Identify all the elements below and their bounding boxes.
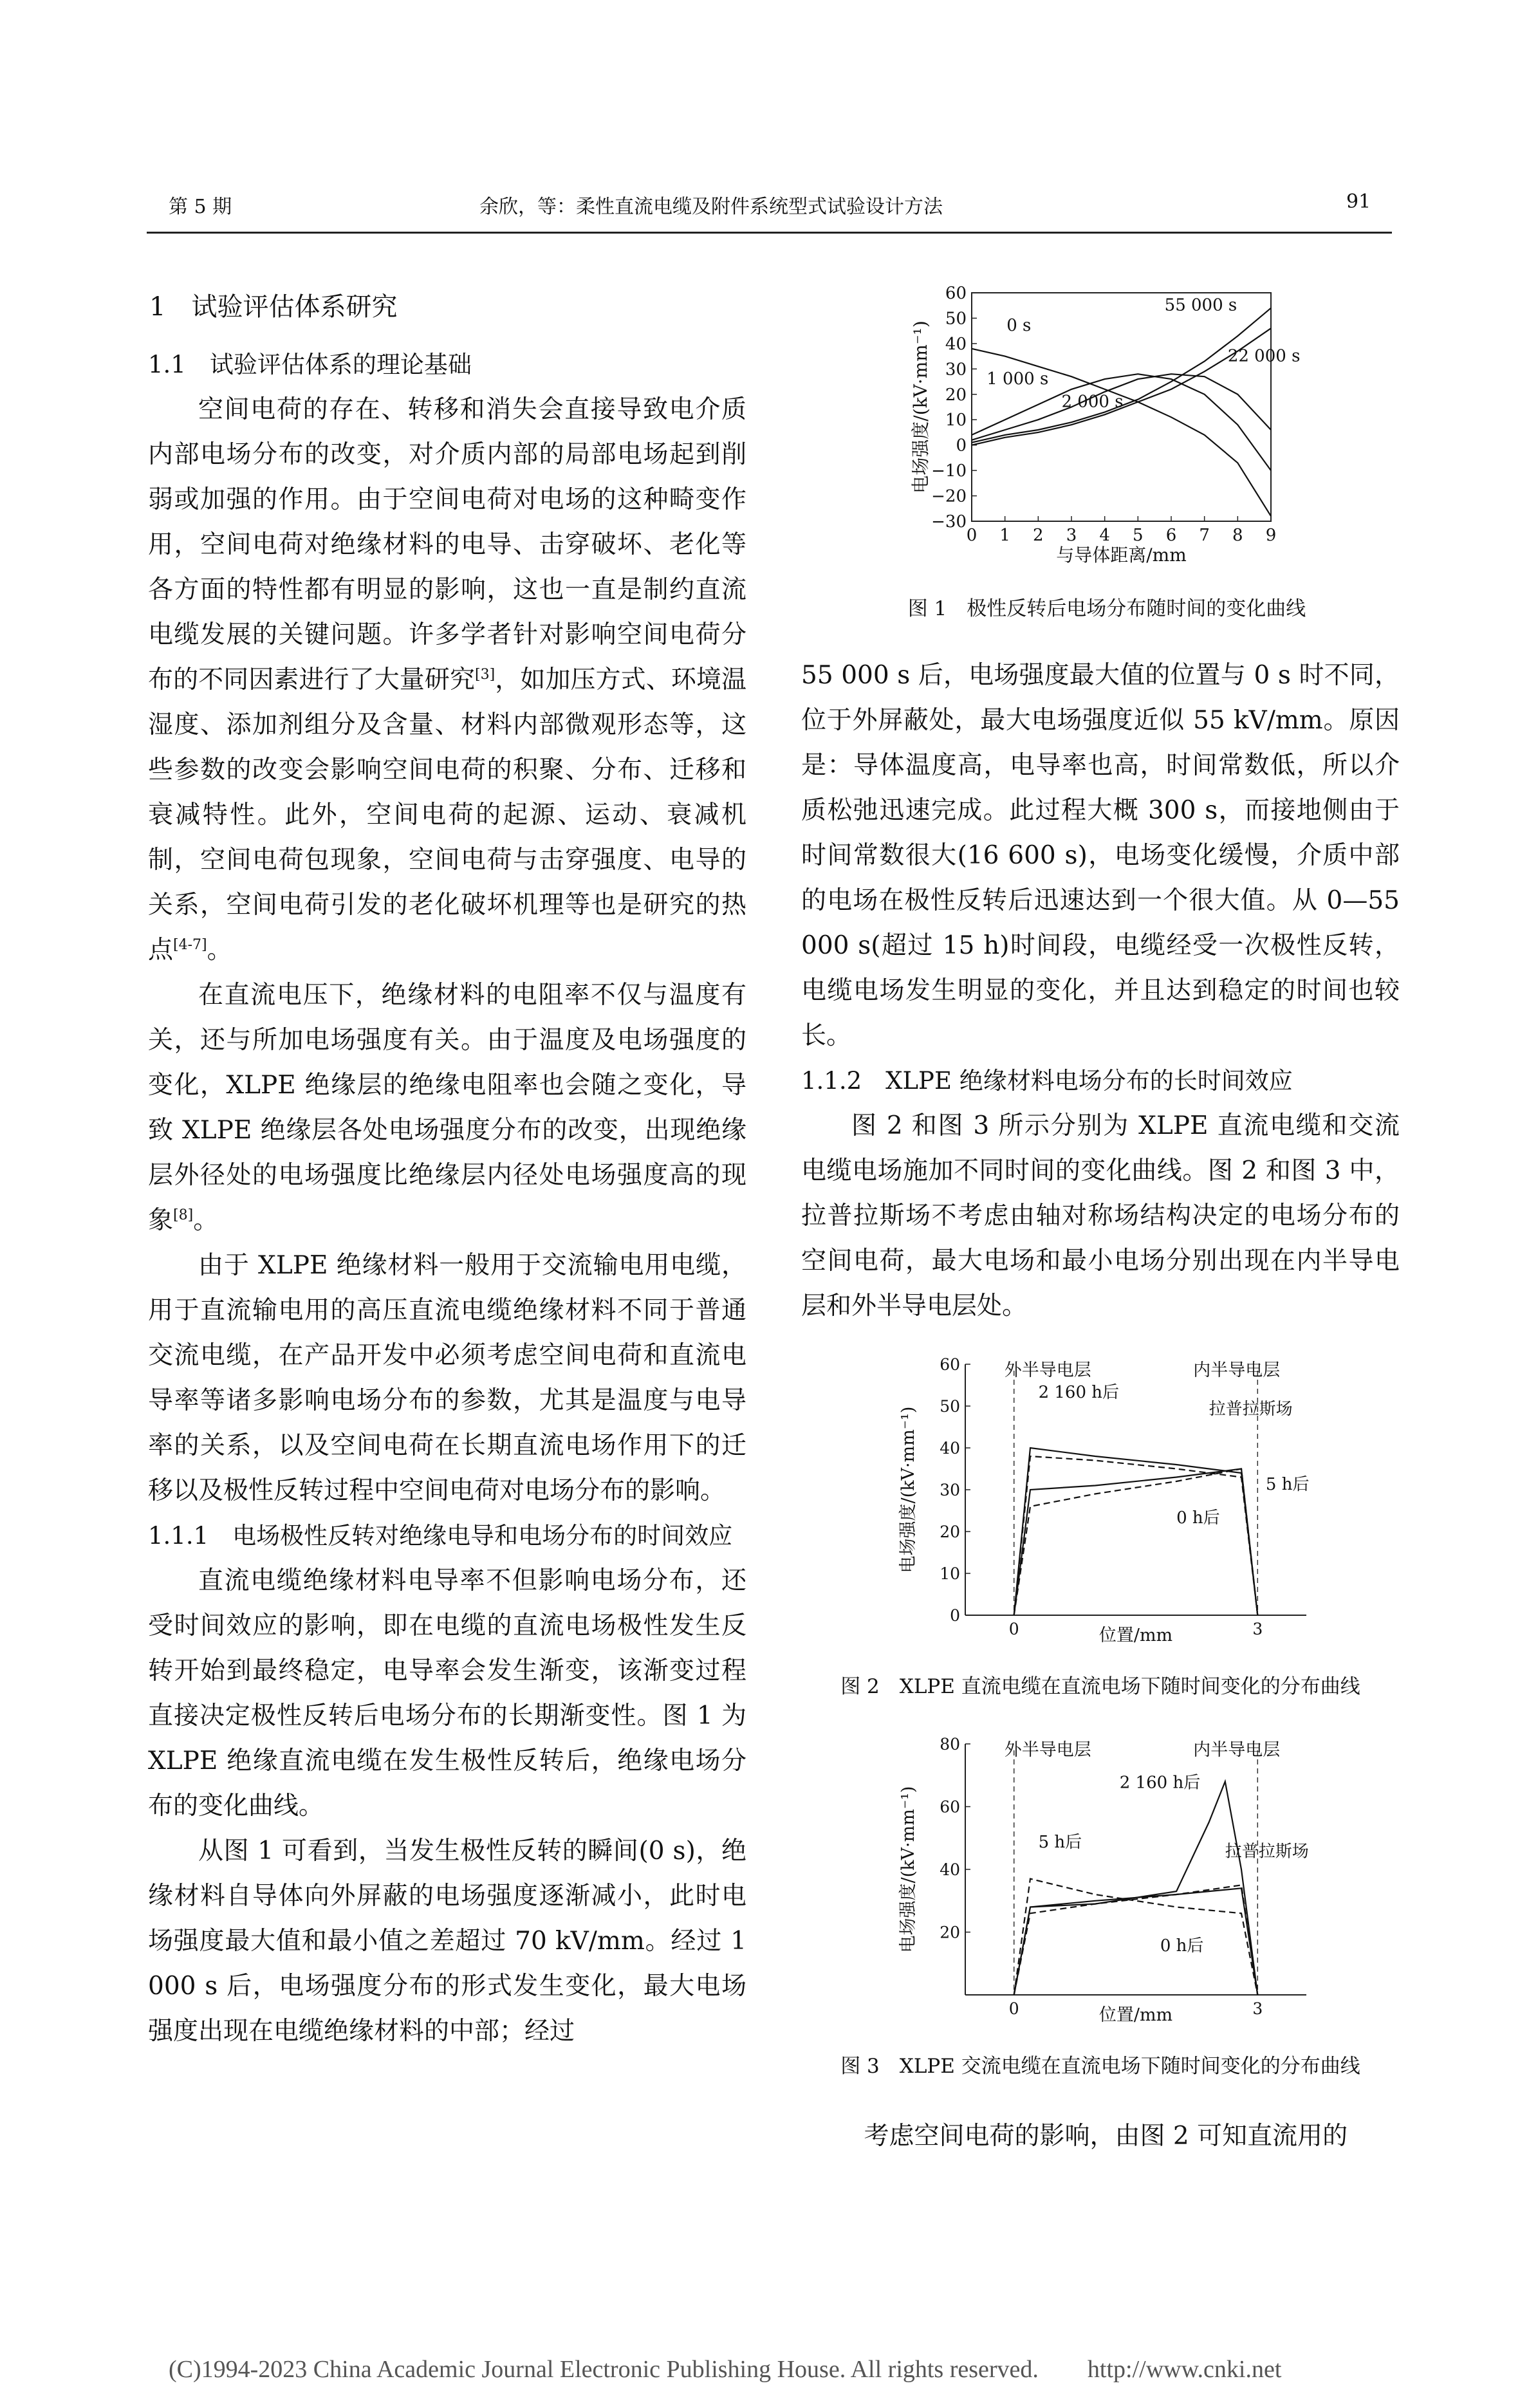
x-tick-label: 1 — [999, 526, 1010, 545]
right-column-lower — [801, 2114, 1400, 2159]
figure-1 — [901, 283, 1300, 586]
figure-2-caption: 图 2 XLPE 直流电缆在直流电场下随时间变化的分布曲线 — [840, 1675, 1360, 1698]
series-label: 22 000 s — [1227, 346, 1300, 366]
y-tick-label: 20 — [945, 385, 967, 405]
y-tick-label: 60 — [940, 1355, 960, 1374]
citation[interactable]: [4-7] — [173, 937, 207, 953]
y-axis-label: 电场强度/(kV·mm⁻¹) — [898, 1786, 918, 1953]
series-label: 2 160 h后 — [1038, 1383, 1120, 1402]
page-number: 91 — [1346, 190, 1371, 213]
figure-1-chart — [901, 283, 1300, 586]
series-line — [1014, 1469, 1258, 1616]
series-line — [1014, 1456, 1258, 1615]
series-label: 5 h后 — [1265, 1475, 1310, 1494]
paragraph: 由于 XLPE 绝缘材料一般用于交流输电用电缆，用于直流输电用的高压直流电缆绝缘材料不同于普通交流电缆，在产品开发中必须考虑空间电荷和直流电导率等诸多影响电场分布的参数，尤其是温度与电导率的关系，以及空间电荷在长期直流电场作用下的迁移以及极性反转过程中空间电荷对电场分布的影响。 — [148, 1251, 746, 1505]
copyright-footer: (C)1994-2023 China Academic Journal Electronic Publishing House. All rights reserved. http://www.cnki.net — [169, 2356, 1282, 2383]
y-tick-label: −20 — [931, 486, 967, 506]
x-axis-label: 位置/mm — [1098, 1625, 1173, 1645]
inner-layer-label: 内半导电层 — [1193, 1740, 1281, 1760]
citation[interactable]: [8] — [173, 1207, 194, 1223]
y-axis-label: 电场强度/(kV·mm⁻¹) — [910, 320, 931, 494]
y-tick-label: 60 — [945, 284, 967, 303]
x-tick-label: 3 — [1066, 526, 1077, 545]
figure-3-caption: 图 3 XLPE 交流电缆在直流电场下随时间变化的分布曲线 — [840, 2055, 1360, 2078]
y-axis-label: 电场强度/(kV·mm⁻¹) — [898, 1406, 918, 1573]
x-axis-label: 位置/mm — [1098, 2005, 1173, 2025]
series-line — [1014, 1879, 1258, 1995]
series-label: 0 h后 — [1160, 1936, 1204, 1956]
series-label: 拉普拉斯场 — [1225, 1842, 1309, 1862]
paragraph: 从图 1 可看到，当发生极性反转的瞬间(0 s)，绝缘材料自导体向外屏蔽的电场强度逐渐减小，此时电场强度最大值和最小值之差超过 70 kV/mm。经过 1 000 s 后，电场强度分布的形式发生变化，最大电场强度出现在电缆绝缘材料的中部；经过 — [148, 1837, 746, 2046]
y-tick-label: 50 — [940, 1397, 960, 1416]
series-line — [1014, 1782, 1258, 1996]
issue-number: 第 5 期 — [169, 196, 232, 218]
y-tick-label: 40 — [940, 1439, 960, 1458]
header-rule — [147, 232, 1392, 234]
citation[interactable]: [3] — [475, 667, 496, 683]
series-label: 0 h后 — [1176, 1508, 1220, 1528]
figure-3 — [882, 1731, 1332, 2040]
x-tick-label: 4 — [1099, 526, 1110, 545]
paragraph: 空间电荷的存在、转移和消失会直接导致电介质内部电场分布的改变，对介质内部的局部电场起到削弱或加强的作用。由于空间电荷对电场的这种畸变作用，空间电荷对绝缘材料的电导、击穿破坏、老化等各方面的特性都有明显的影响，这也一直是制约直流电缆发展的关键问题。许多学者针对影响空间电荷分布的不同因素进行了大量研究[3]，如加压方式、环境温湿度、添加剂组分及含量、材料内部微观形态等，这些参数的改变会影响空间电荷的积聚、分布、迁移和衰减特性。此外，空间电荷的起源、运动、衰减机制，空间电荷包现象，空间电荷与击穿强度、电导的关系，空间电荷引发的老化破坏机理等也是研究的热点[4-7]。 — [148, 395, 746, 965]
x-tick-label: 0 — [1008, 1999, 1019, 2018]
paragraph: 55 000 s 后，电场强度最大值的位置与 0 s 时不同，位于外屏蔽处，最大电场强度近似 55 kV/mm。原因是：导体温度高，电导率也高，时间常数低，所以介质松弛迅速完成。此过程大概 300 s，而接地侧由于时间常数很大(16 600 s)，电场变化缓慢，介质中部的电场在极性反转后迅速达到一个很大值。从 0—55 000 s(超过 15 h)时间段，电缆经受一次极性反转，电缆电场发生明显的变化，并且达到稳定的时间也较长。 — [801, 661, 1400, 1050]
y-tick-label: 20 — [940, 1523, 960, 1541]
figure-2 — [882, 1351, 1332, 1660]
figure-2-chart — [882, 1351, 1332, 1660]
y-tick-label: −30 — [931, 512, 967, 532]
paragraph: 直流电缆绝缘材料电导率不但影响电场分布，还受时间效应的影响，即在电缆的直流电场极性发生反转开始到最终稳定，电导率会发生渐变，该渐变过程直接决定极性反转后电场分布的长期渐变性。图 1 为 XLPE 绝缘直流电缆在发生极性反转后，绝缘电场分布的变化曲线。 — [148, 1566, 746, 1820]
series-label: 拉普拉斯场 — [1209, 1400, 1293, 1419]
x-tick-label: 6 — [1165, 526, 1177, 545]
x-tick-label: 9 — [1265, 526, 1277, 545]
paragraph: 考虑空间电荷的影响，由图 2 可知直流用的 — [864, 2122, 1348, 2151]
y-tick-label: 40 — [940, 1860, 960, 1879]
y-tick-label: 10 — [940, 1564, 960, 1583]
left-column — [148, 277, 746, 2054]
outer-layer-label: 外半导电层 — [1004, 1740, 1091, 1760]
right-column-upper — [801, 653, 1400, 1329]
x-tick-label: 8 — [1232, 526, 1243, 545]
subsection-heading: 1.1.1 电场极性反转对绝缘电导和电场分布的时间效应 — [148, 1522, 733, 1550]
x-tick-label: 3 — [1252, 1620, 1263, 1638]
y-tick-label: 20 — [940, 1923, 960, 1942]
x-tick-label: 7 — [1199, 526, 1210, 545]
y-tick-label: 30 — [945, 360, 967, 380]
x-tick-label: 3 — [1252, 1999, 1263, 2018]
series-label: 55 000 s — [1164, 295, 1237, 315]
outer-layer-label: 外半导电层 — [1004, 1360, 1091, 1380]
paragraph: 在直流电压下，绝缘材料的电阻率不仅与温度有关，还与所加电场强度有关。由于温度及电场强度的变化，XLPE 绝缘层的绝缘电阻率也会随之变化，导致 XLPE 绝缘层各处电场强度分布的改变，出现绝缘层外径处的电场强度比绝缘层内径处电场强度高的现象[8]。 — [148, 981, 746, 1235]
y-tick-label: 30 — [940, 1481, 960, 1499]
x-axis-label: 与导体距离/mm — [1056, 544, 1187, 566]
series-label: 5 h后 — [1038, 1832, 1082, 1852]
running-title: 余欣，等：柔性直流电缆及附件系统型式试验设计方法 — [479, 196, 943, 218]
series-label: 2 160 h后 — [1119, 1773, 1201, 1793]
series-label: 1 000 s — [987, 369, 1049, 389]
subsection-heading: 1.1 试验评估体系的理论基础 — [148, 351, 472, 378]
series-label: 0 s — [1006, 316, 1032, 336]
figure-3-chart — [882, 1731, 1332, 2040]
x-tick-label: 0 — [966, 526, 977, 545]
y-tick-label: −10 — [931, 461, 967, 481]
y-tick-label: 60 — [940, 1797, 960, 1817]
x-tick-label: 0 — [1008, 1620, 1019, 1638]
section-heading: 1 试验评估体系研究 — [149, 292, 398, 322]
y-tick-label: 50 — [945, 309, 967, 329]
figure-1-caption: 图 1 极性反转后电场分布随时间的变化曲线 — [907, 597, 1306, 620]
x-tick-label: 2 — [1033, 526, 1044, 545]
series-label: 2 000 s — [1061, 392, 1124, 412]
y-tick-label: 0 — [956, 436, 967, 456]
y-tick-label: 0 — [950, 1606, 960, 1625]
x-tick-label: 5 — [1133, 526, 1144, 545]
series-line — [1014, 1469, 1258, 1616]
y-tick-label: 40 — [945, 334, 967, 354]
y-tick-label: 10 — [945, 411, 967, 431]
paragraph: 图 2 和图 3 所示分别为 XLPE 直流电缆和交流电缆电场施加不同时间的变化曲线。图 2 和图 3 中，拉普拉斯场不考虑由轴对称场结构决定的电场分布的空间电荷，最大电场和最小电场分别出现在内半导电层和外半导电层处。 — [801, 1111, 1400, 1320]
y-tick-label: 80 — [940, 1735, 960, 1754]
subsection-heading: 1.1.2 XLPE 绝缘材料电场分布的长时间效应 — [801, 1067, 1293, 1095]
series-line — [1014, 1888, 1258, 1995]
inner-layer-label: 内半导电层 — [1193, 1360, 1281, 1380]
series-line — [1014, 1885, 1258, 1995]
